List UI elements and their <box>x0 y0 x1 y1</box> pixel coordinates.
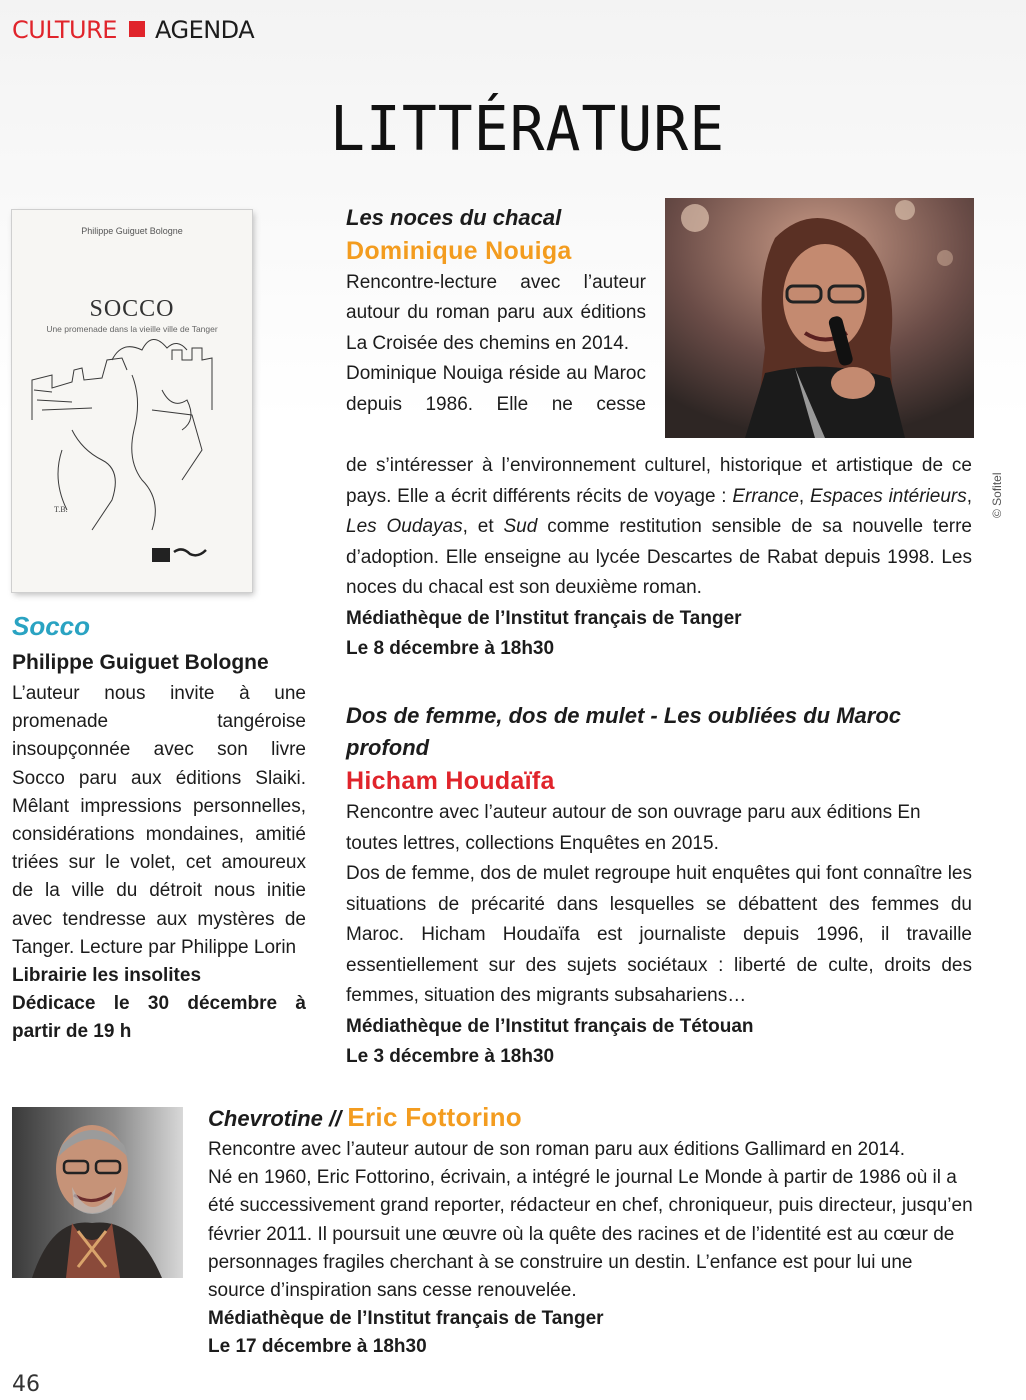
noces-bio-start: Dominique Nouiga réside au Maroc depuis 1986. Elle ne cesse <box>346 363 646 415</box>
cover-author: Philippe Guiguet Bologne <box>81 226 183 236</box>
photo-credit: © Sofitel <box>990 472 1004 518</box>
work-sud: Sud <box>503 516 538 537</box>
socco-date: Dédicace le 30 décembre à partir de 19 h <box>12 993 306 1043</box>
bio-separator: , et <box>462 516 504 537</box>
section-title: LITTÉRATURE <box>330 92 726 166</box>
chevrotine-intro: Rencontre avec l’auteur autour de son roman paru aux éditions Gallimard en 2014. <box>208 1139 906 1160</box>
socco-book-cover <box>12 210 252 592</box>
dominique-nouiga-photo <box>665 198 974 438</box>
event-chevrotine <box>208 1100 974 1362</box>
socco-venue: Librairie les insolites <box>12 965 202 987</box>
cover-sketch-illustration <box>12 210 252 592</box>
header-agenda: AGENDA <box>154 16 255 44</box>
header-separator-square <box>129 21 145 37</box>
noces-bio <box>346 451 972 604</box>
svg-text:T.B.: T.B. <box>54 505 68 514</box>
cover-subtitle: Une promenade dans la vieille ville de Tanger <box>46 324 218 334</box>
bio-separator: , <box>798 485 810 507</box>
chevrotine-date: Le 17 décembre à 18h30 <box>208 1336 427 1358</box>
noces-bio-part1: de s’intéresser à l’environnement culturel, historique et artistique de ce pays. Elle a écrit différents récits de voyage : <box>346 455 972 507</box>
work-errance: Errance <box>732 485 799 507</box>
chevrotine-author: Eric Fottorino <box>347 1102 522 1132</box>
event-dos-de-femme <box>346 700 972 1073</box>
chevrotine-title: Chevrotine // <box>208 1106 348 1131</box>
noces-intro: Rencontre-lecture avec l’auteur autour du roman paru aux éditions La Croisée des chemins en 2014. <box>346 272 646 354</box>
dos-title: Dos de femme, dos de mulet - Les oubliées du Maroc profond <box>346 703 902 760</box>
chevrotine-venue: Médiathèque de l’Institut français de Tanger <box>208 1308 604 1330</box>
socco-description: L’auteur nous invite à une promenade tangéroise insoupçonnée avec son livre Socco paru aux éditions Slaiki. Mêlant impressions personnelles, considérations mondaines, amitié triées sur le volet, cet amoureux de la ville du détroit nous initie avec tendresse aux mystères de Tanger. Lecture par Philippe Lorin <box>12 683 306 958</box>
noces-title: Les noces du chacal <box>346 205 562 230</box>
eric-fottorino-photo <box>12 1107 183 1278</box>
dos-description: Dos de femme, dos de mulet regroupe huit enquêtes qui font connaître les situations de précarité dans lesquelles se débattent des femmes du Maroc. Hicham Houdaïfa est journaliste depuis 1996, il travaille essentiellement sur des sujets sociétaux : liberté de culte, droits des femmes, situation des migrants subsahariens… <box>346 863 972 1006</box>
dos-venue: Médiathèque de l’Institut français de Tétouan <box>346 1015 754 1037</box>
noces-bio-part2: comme restitution sensible de sa nouvelle terre d’adoption. Elle enseigne au lycée Descartes de Rabat depuis 1998. Les noces du chacal est son deuxième roman. <box>346 516 972 598</box>
dos-date: Le 3 décembre à 18h30 <box>346 1046 555 1067</box>
noces-date: Le 8 décembre à 18h30 <box>346 638 555 659</box>
bio-separator: , <box>966 485 973 507</box>
event-noces-du-chacal <box>346 202 646 420</box>
noces-venue: Médiathèque de l’Institut français de Tanger <box>346 607 742 629</box>
header-culture: CULTURE <box>12 16 117 44</box>
chevrotine-description: Né en 1960, Eric Fottorino, écrivain, a intégré le journal Le Monde à partir de 1986 où il a été successivement grand reporter, rédacteur en chef, chroniqueur, puis directeur, jusqu’en février 2011. Il poursuit une œuvre où la quête des racines et de l’identité est au cœur de personnages fragiles cherchant à se construire un destin. L’enfance est pour lui une source d’inspiration sans cesse renouvelée. <box>208 1167 973 1302</box>
event-socco <box>12 606 306 1047</box>
noces-continuation <box>346 451 972 665</box>
work-espaces-interieurs: Espaces intérieurs <box>809 485 967 507</box>
noces-author: Dominique Nouiga <box>346 237 572 265</box>
chevrotine-heading <box>208 1100 974 1136</box>
cover-title: SOCCO <box>89 296 175 322</box>
socco-author: Philippe Guiguet Bologne <box>12 651 269 674</box>
work-les-oudayas: Les Oudayas <box>346 516 463 537</box>
dos-author: Hicham Houdaïfa <box>346 767 555 795</box>
socco-title: Socco <box>12 611 91 641</box>
dos-intro: Rencontre avec l’auteur autour de son ouvrage paru aux éditions En toutes lettres, collections Enquêtes en 2015. <box>346 802 921 854</box>
page-number: 46 <box>12 1372 40 1397</box>
section-header <box>12 16 254 44</box>
photo-woman-with-microphone <box>665 198 974 438</box>
photo-man-with-glasses <box>12 1107 183 1278</box>
